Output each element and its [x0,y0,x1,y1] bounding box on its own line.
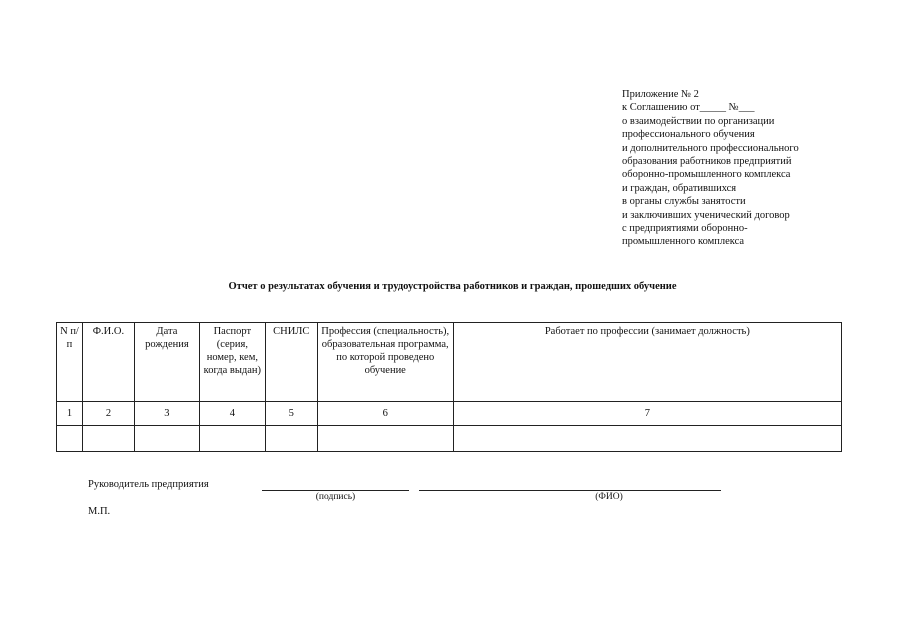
report-title: Отчет о результатах обучения и трудоустройства работников и граждан, прошедших обучение [228,281,677,292]
signature-line [262,490,409,491]
column-number-cell: 6 [317,402,453,426]
header-number: N п/п [57,323,83,402]
appendix-line: в органы службы занятости [622,196,746,208]
table-cell [57,426,83,452]
appendix-line: оборонно-промышленного комплекса [622,169,791,181]
appendix-line: и граждан, обратившихся [622,182,737,194]
column-number-row [57,402,842,426]
header-fio: Ф.И.О. [82,323,134,402]
table-cell [317,426,453,452]
column-number-cell: 2 [82,402,134,426]
report-table [56,322,842,452]
appendix-line: и дополнительного профессионального [622,142,799,154]
header-works-in-profession: Работает по профессии (занимает должность) [453,323,841,402]
appendix-line: образования работников предприятий [622,156,792,168]
appendix-line: профессионального обучения [622,129,755,141]
column-number-cell: 1 [57,402,83,426]
appendix-line: с предприятиями оборонно- [622,223,748,235]
header-profession: Профессия (специальность), образовательная программа, по которой проведено обучение [317,323,453,402]
appendix-line: к Соглашению от_____ №___ [622,102,755,114]
stamp-place-label: М.П. [88,506,111,517]
table-header-row [57,323,842,402]
appendix-line: Приложение № 2 [622,89,699,100]
appendix-line: и заключивших ученический договор [622,209,790,221]
appendix-line: о взаимодействии по организации [622,115,775,127]
column-number-cell: 5 [265,402,317,426]
appendix-line: промышленного комплекса [622,236,745,248]
column-number-cell: 7 [453,402,841,426]
table-cell [453,426,841,452]
header-snils: СНИЛС [265,323,317,402]
signature-caption: (подпись) [315,492,356,502]
header-passport: Паспорт (серия, номер, кем, когда выдан) [199,323,265,402]
column-number-cell: 4 [199,402,265,426]
table-cell [82,426,134,452]
appendix-block [622,88,892,249]
table-cell [199,426,265,452]
fio-line [419,490,721,491]
table-row [57,426,842,452]
fio-caption: (ФИО) [595,492,623,502]
column-number-cell: 3 [134,402,199,426]
head-of-enterprise-label: Руководитель предприятия [88,479,209,490]
table-cell [265,426,317,452]
table-cell [134,426,199,452]
header-birth-date: Дата рождения [134,323,199,402]
